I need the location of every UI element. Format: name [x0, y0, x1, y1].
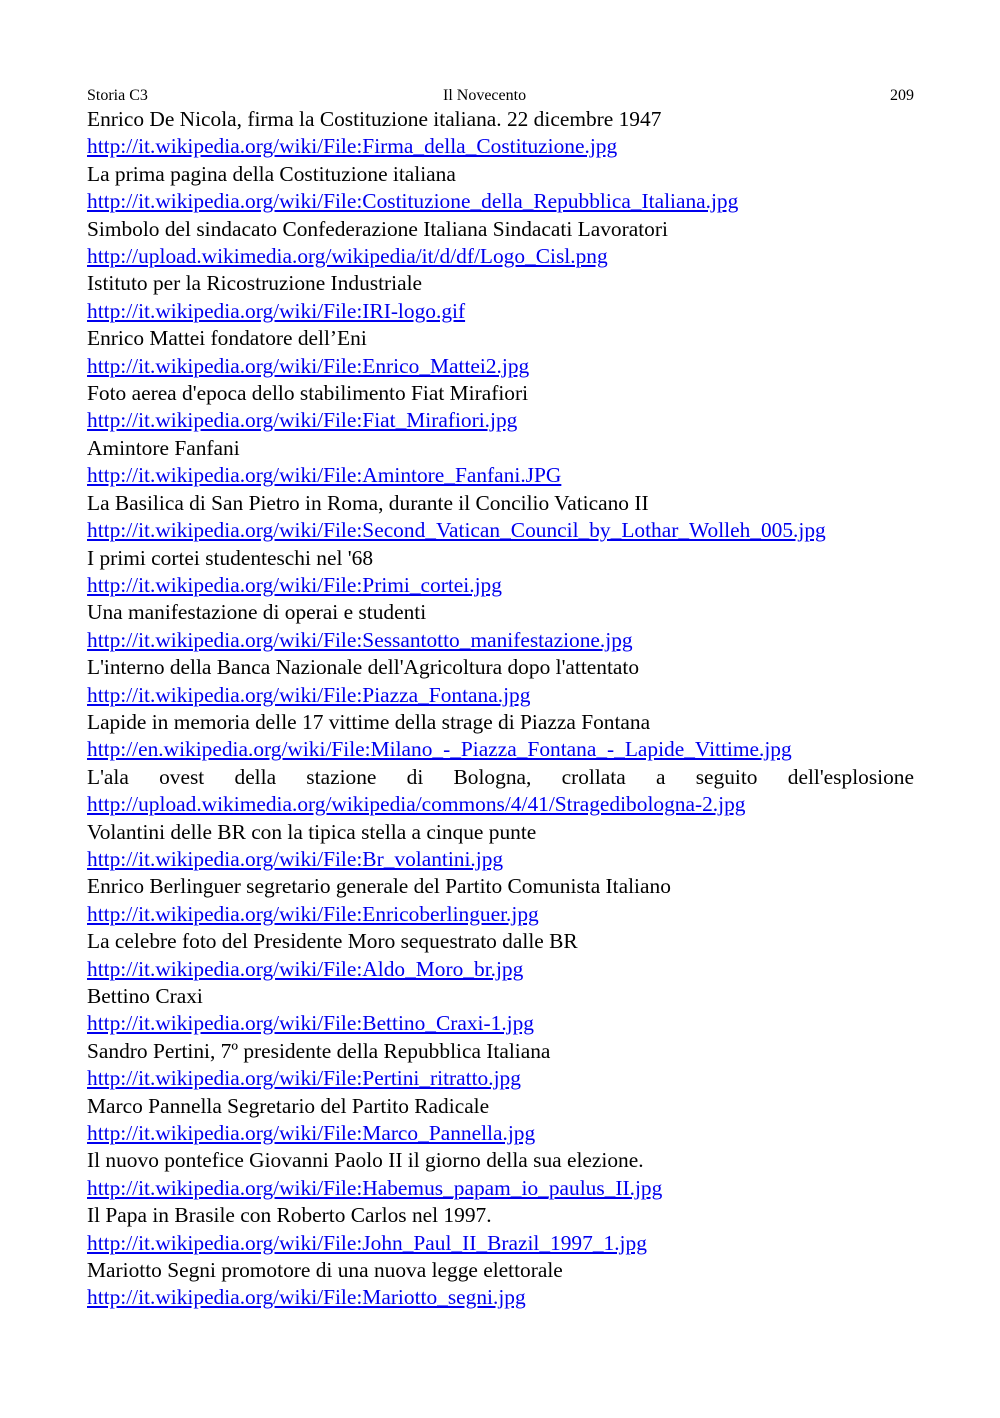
image-caption: L'interno della Banca Nazionale dell'Agricoltura dopo l'attentato [87, 655, 640, 680]
image-caption: Simbolo del sindacato Confederazione Italiana Sindacati Lavoratori [87, 216, 668, 241]
image-source-link[interactable]: http://it.wikipedia.org/wiki/File:Second_Vatican_Council_by_Lothar_Wolleh_005.jpg [87, 518, 826, 543]
image-caption: Foto aerea d'epoca dello stabilimento Fiat Mirafiori [87, 381, 529, 406]
image-caption: Istituto per la Ricostruzione Industriale [87, 271, 423, 296]
image-caption: Amintore Fanfani [87, 435, 240, 460]
image-source-link[interactable]: http://it.wikipedia.org/wiki/File:Primi_cortei.jpg [87, 572, 502, 597]
image-source-link[interactable]: http://it.wikipedia.org/wiki/File:Costituzione_della_Repubblica_Italiana.jpg [87, 189, 739, 214]
image-caption: L'ala ovest della stazione di Bologna, crollata a seguito dell'esplosione [87, 764, 914, 789]
image-source-link[interactable]: http://it.wikipedia.org/wiki/File:Habemus_papam_io_paulus_II.jpg [87, 1175, 663, 1200]
image-source-link[interactable]: http://it.wikipedia.org/wiki/File:IRI-logo.gif [87, 298, 466, 323]
page-header [87, 86, 914, 106]
image-source-link[interactable]: http://en.wikipedia.org/wiki/File:Milano_-_Piazza_Fontana_-_Lapide_Vittime.jpg [87, 737, 792, 762]
image-caption: I primi cortei studenteschi nel '68 [87, 545, 374, 570]
image-source-link[interactable]: http://it.wikipedia.org/wiki/File:Marco_Pannella.jpg [87, 1121, 536, 1146]
image-caption: La Basilica di San Pietro in Roma, durante il Concilio Vaticano II [87, 490, 649, 515]
image-source-link[interactable]: http://it.wikipedia.org/wiki/File:Fiat_Mirafiori.jpg [87, 408, 518, 433]
image-caption: Bettino Craxi [87, 984, 203, 1008]
image-source-link[interactable]: http://it.wikipedia.org/wiki/File:Sessantotto_manifestazione.jpg [87, 627, 633, 652]
image-caption: Enrico De Nicola, firma la Costituzione italiana. 22 dicembre 1947 [87, 107, 662, 131]
image-source-link[interactable]: http://upload.wikimedia.org/wikipedia/it/d/df/Logo_Cisl.png [87, 244, 608, 269]
image-source-link[interactable]: http://upload.wikimedia.org/wikipedia/commons/4/41/Stragedibologna-2.jpg [87, 792, 746, 817]
header-chapter-title: Il Novecento [443, 87, 527, 104]
image-caption: Volantini delle BR con la tipica stella a cinque punte [87, 819, 537, 844]
image-source-link[interactable]: http://it.wikipedia.org/wiki/File:Firma_della_Costituzione.jpg [87, 134, 618, 159]
image-caption: Enrico Berlinguer segretario generale del Partito Comunista Italiano [87, 874, 671, 899]
image-caption: Marco Pannella Segretario del Partito Radicale [87, 1093, 490, 1118]
header-page-number: 209 [890, 87, 914, 104]
image-caption: Sandro Pertini, 7º presidente della Repubblica Italiana [87, 1038, 551, 1063]
image-caption: Il Papa in Brasile con Roberto Carlos nel 1997. [87, 1203, 492, 1228]
image-source-link[interactable]: http://it.wikipedia.org/wiki/File:Mariotto_segni.jpg [87, 1285, 526, 1310]
header-book-title: Storia C3 [87, 87, 148, 104]
image-source-link[interactable]: http://it.wikipedia.org/wiki/File:Br_volantini.jpg [87, 846, 504, 871]
image-caption: La prima pagina della Costituzione italiana [87, 161, 456, 186]
image-source-link[interactable]: http://it.wikipedia.org/wiki/File:Piazza_Fontana.jpg [87, 682, 531, 707]
image-source-link[interactable]: http://it.wikipedia.org/wiki/File:Pertini_ritratto.jpg [87, 1066, 521, 1091]
image-credits-list [87, 106, 914, 1312]
image-caption: Il nuovo pontefice Giovanni Paolo II il giorno della sua elezione. [87, 1148, 644, 1173]
image-source-link[interactable]: http://it.wikipedia.org/wiki/File:Aldo_Moro_br.jpg [87, 956, 524, 981]
document-page [87, 86, 914, 1312]
image-caption: Mariotto Segni promotore di una nuova legge elettorale [87, 1258, 563, 1283]
image-caption: Lapide in memoria delle 17 vittime della strage di Piazza Fontana [87, 709, 651, 734]
image-caption: La celebre foto del Presidente Moro sequestrato dalle BR [87, 929, 578, 954]
image-source-link[interactable]: http://it.wikipedia.org/wiki/File:Enrico_Mattei2.jpg [87, 353, 530, 378]
image-source-link[interactable]: http://it.wikipedia.org/wiki/File:John_Paul_II_Brazil_1997_1.jpg [87, 1230, 647, 1255]
image-caption: Enrico Mattei fondatore dell’Eni [87, 326, 367, 351]
image-caption: Una manifestazione di operai e studenti [87, 600, 427, 625]
image-source-link[interactable]: http://it.wikipedia.org/wiki/File:Bettino_Craxi-1.jpg [87, 1011, 534, 1036]
image-source-link[interactable]: http://it.wikipedia.org/wiki/File:Amintore_Fanfani.JPG [87, 463, 562, 488]
image-source-link[interactable]: http://it.wikipedia.org/wiki/File:Enricoberlinguer.jpg [87, 901, 539, 926]
